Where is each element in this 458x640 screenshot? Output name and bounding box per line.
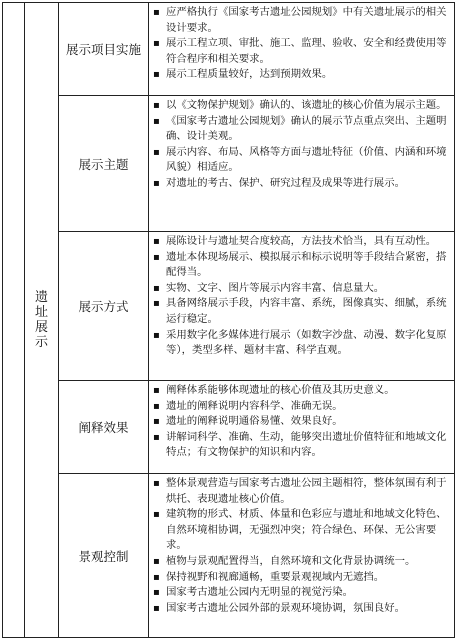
- table-row: [59, 232, 454, 381]
- category-cell: [25, 3, 59, 637]
- list-item: ▪ 建筑物的形式、材质、体量和色彩应与遗址和地域文化特色、自然环境相协调，无强烈冲突；符合绿色、环保、无公害要求。: [151, 507, 450, 554]
- list-item: ▪ 整体景观营造与国家考古遗址公园主题相符，整体氛围有利于烘托、表现遗址核心价值。: [151, 476, 450, 507]
- list-item: ▪ 遗址的阐释说明内容科学、准确无误。: [151, 399, 450, 415]
- list-item: ▪ 采用数字化多媒体进行展示（如数字沙盘、动漫、数字化复原等），类型多样、题材丰富、科学直观。: [151, 328, 450, 359]
- row-items: [149, 96, 454, 231]
- list-item: ▪ 实物、文字、图片等展示内容丰富、信息量大。: [151, 281, 450, 297]
- list-item: ▪ 应严格执行《国家考古遗址公园规划》中有关遗址展示的相关设计要求。: [151, 5, 450, 36]
- list-item: ▪ 以《文物保护规划》确认的、该遗址的核心价值为展示主题。: [151, 98, 450, 114]
- list-item: ▪ 展示工程立项、审批、施工、监理、验收、安全和经费使用等符合程序和相关要求。: [151, 36, 450, 67]
- list-item: ▪ 具备网络展示手段，内容丰富、系统，图像真实、细腻，系统运行稳定。: [151, 296, 450, 327]
- list-item: ▪ 植物与景观配置得当，自然环境和文化背景协调统一。: [151, 554, 450, 570]
- row-items: [149, 3, 454, 95]
- table-row: [59, 381, 454, 474]
- row-name: 景观控制: [59, 474, 149, 637]
- row-name: 阐释效果: [59, 381, 149, 473]
- list-item: ▪ 《国家考古遗址公园规划》确认的展示节点重点突出、主题明确、设计美观。: [151, 114, 450, 145]
- list-item: ▪ 国家考古遗址公园外部的景观环境协调，氛围良好。: [151, 601, 450, 617]
- row-items: [149, 232, 454, 380]
- list-item: ▪ 对遗址的考古、保护、研究过程及成果等进行展示。: [151, 176, 450, 192]
- list-item: ▪ 遗址本体现场展示、模拟展示和标示说明等手段结合紧密，搭配得当。: [151, 250, 450, 281]
- list-item: ▪ 保持视野和视廊通畅，重要景观视域内无遮挡。: [151, 570, 450, 586]
- table-row: [59, 474, 454, 637]
- list-item: ▪ 展陈设计与遗址契合度较高，方法技术恰当，具有互动性。: [151, 234, 450, 250]
- list-item: ▪ 讲解词科学、准确、生动，能够突出遗址价值特征和地域文化特点；有文物保护的知识和内容。: [151, 430, 450, 461]
- category-label: 遗址展示: [34, 290, 48, 350]
- list-item: ▪ 展示内容、布局、风格等方面与遗址特征（价值、内涵和环境风貌）相适应。: [151, 145, 450, 176]
- evaluation-table: [2, 2, 455, 638]
- list-item: ▪ 遗址的阐释说明通俗易懂、效果良好。: [151, 414, 450, 430]
- row-items: [149, 474, 454, 637]
- table-row: [59, 96, 454, 232]
- row-name: 展示主题: [59, 96, 149, 231]
- row-name: 展示方式: [59, 232, 149, 380]
- blank-column: [3, 3, 25, 637]
- list-item: ▪ 展示工程质量较好，达到预期效果。: [151, 67, 450, 83]
- list-item: ▪ 阐释体系能够体现遗址的核心价值及其历史意义。: [151, 383, 450, 399]
- row-name: 展示项目实施: [59, 3, 149, 95]
- list-item: ▪ 国家考古遗址公园内无明显的视觉污染。: [151, 585, 450, 601]
- table-row: [59, 3, 454, 96]
- row-items: [149, 381, 454, 473]
